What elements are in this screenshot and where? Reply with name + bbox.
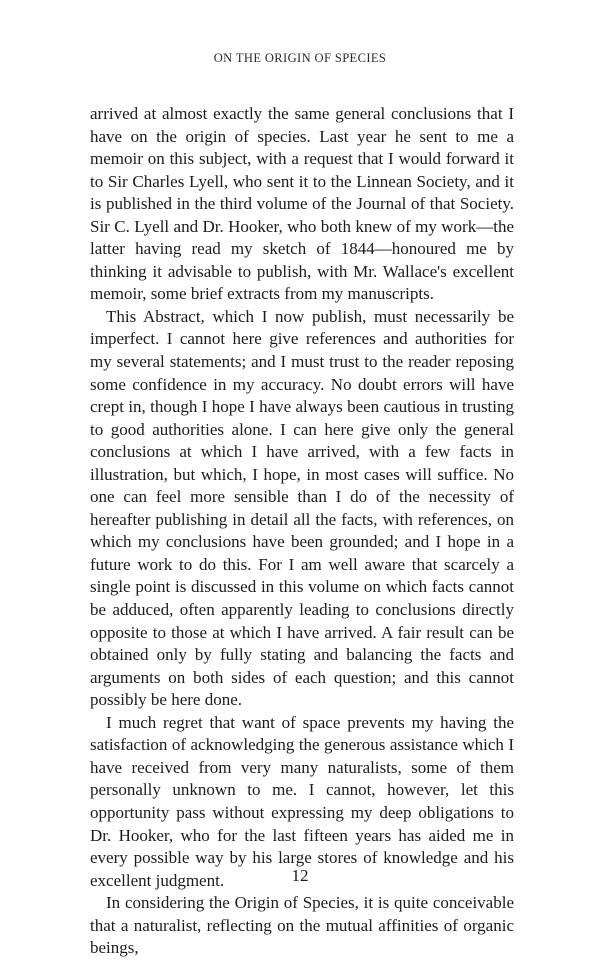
paragraph-acknowledgements: I much regret that want of space prevents my having the satisfaction of acknowledging the generous assistance which I have received from very many naturalists, some of them personally unknown to me. I cannot, however, let this opportunity pass without expressing my deep obligations to Dr. Hooker, who for the last fifteen years has aided me in every possible way by his large stores of knowledge and his excellent judgment. [90, 712, 514, 890]
paragraph-abstract: This Abstract, which I now publish, must necessarily be imperfect. I cannot here give references and authorities for my several statements; and I must trust to the reader reposing some confidence in my accuracy. No doubt errors will have crept in, though I hope I have always been cautious in trusting to good authorities alone. I can here give only the general conclusions at which I have arrived, with a few facts in illustration, but which, I hope, in most cases will suffice. No one can feel more sensible than I do of the necessity of hereafter publishing in detail all the facts, with references, on which my conclusions have been grounded; and I hope in a future work to do this. For I am well aware that scarcely a single point is discussed in this volume on which facts cannot be adduced, often apparently leading to conclusions directly opposite to those at which I have arrived. A fair result can be obtained only by fully stating and balancing the facts and arguments on both sides of each question; and this cannot possibly be here done. [90, 306, 514, 710]
paragraph-continuation: arrived at almost exactly the same general conclusions that I have on the origin of species. Last year he sent to me a memoir on this subject, with a request that I would forward it to Sir Charles Lyell, who sent it to the Linnean Society, and it is published in the third volume of the Journal of that Society. Sir C. Lyell and Dr. Hooker, who both knew of my work—the latter having read my sketch of 1844—honoured me by thinking it advisable to publish, with Mr. Wallace's excellent memoir, some brief extracts from my manuscripts. [90, 104, 514, 304]
paragraph-origin-of-species: In considering the Origin of Species, it is quite conceivable that a naturalist, reflecting on the mutual affinities of organic beings, [90, 893, 514, 958]
body-text [90, 103, 514, 960]
page-number: 12 [291, 866, 309, 885]
running-head: ON THE ORIGIN OF SPECIES [213, 51, 387, 65]
